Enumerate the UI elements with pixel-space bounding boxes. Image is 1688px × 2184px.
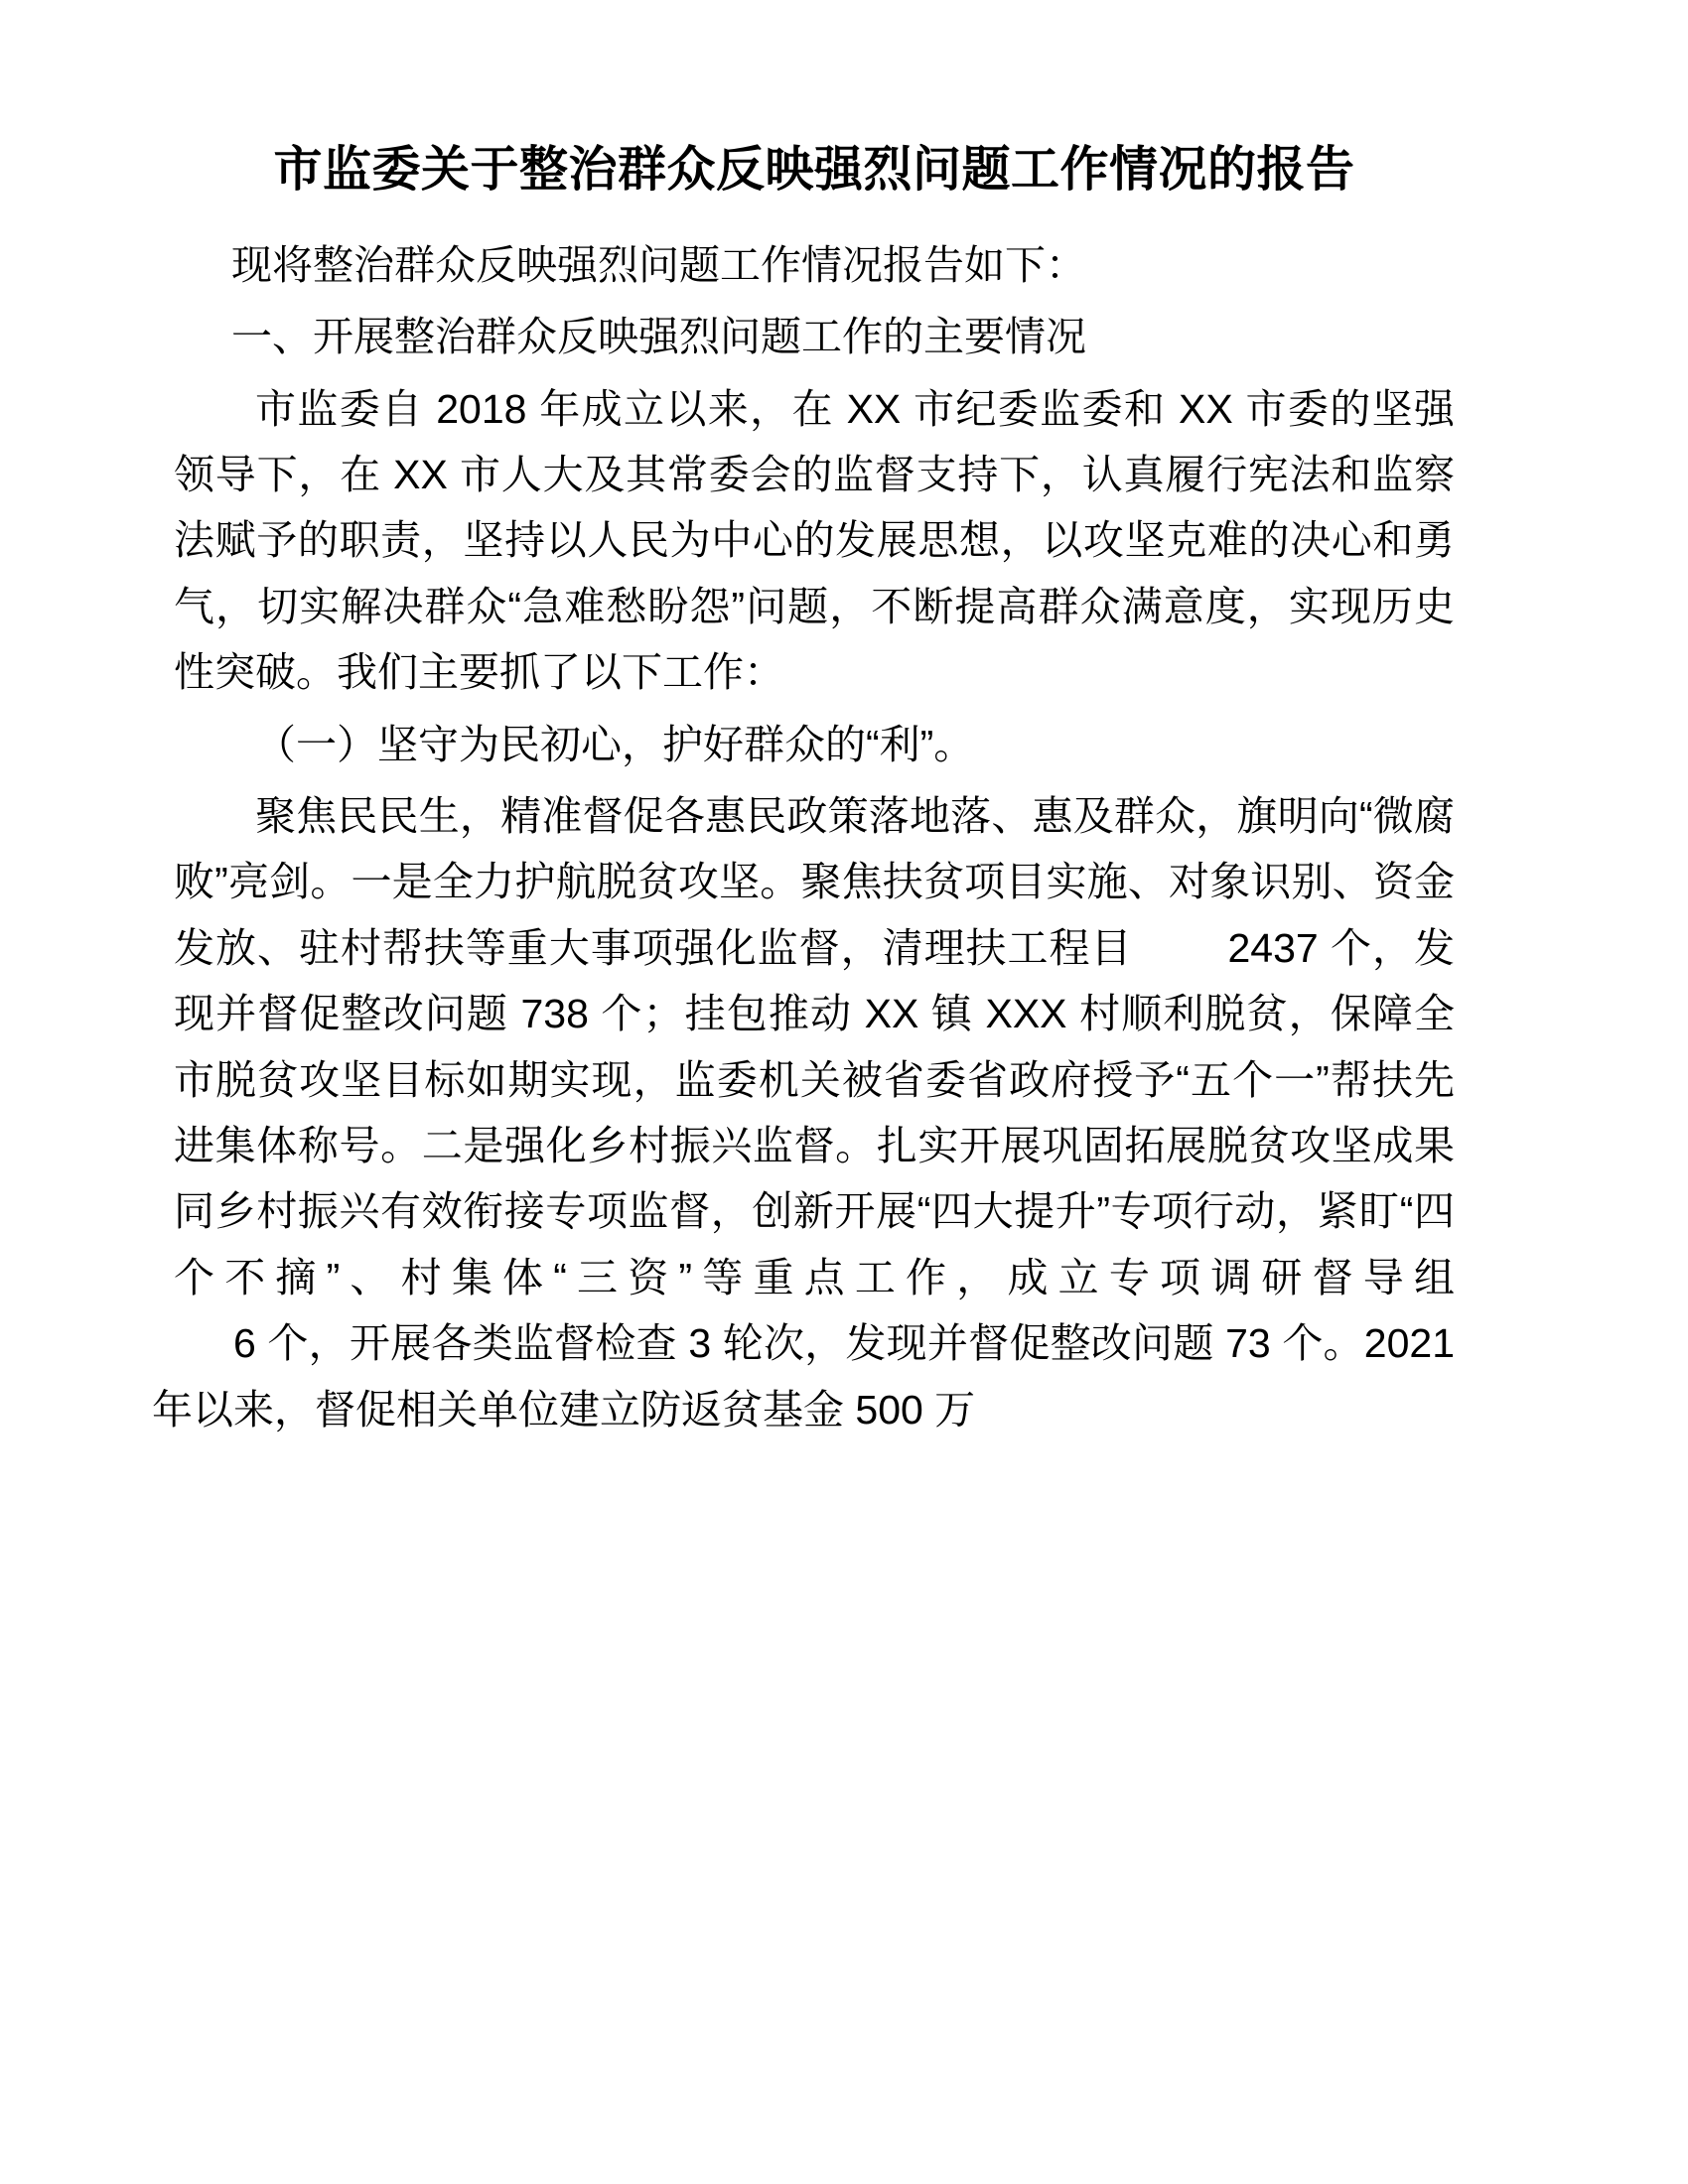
body-text-segment-three: 6 个，开展各类监督检查 3 轮次，发现并督促整改问题 73 个。2021 年以来，督促相关单位建立防返贫基金 500 万 bbox=[152, 1320, 1455, 1433]
subsection-one-body-paragraph bbox=[152, 783, 1455, 1442]
section-one-heading: 一、开展整治群众反映强烈问题工作的主要情况 bbox=[231, 314, 1086, 360]
document-content bbox=[152, 139, 1455, 1448]
body-text-segment-one: 聚焦民民生，精准督促各惠民政策落地落、惠及群众，旗明向“微腐败”亮剑。一是全力护航脱贫攻坚。聚焦扶贫项目实施、对象识别、资金发放、驻村帮扶等重大事项强化监督，清理扶工程目 bbox=[174, 792, 1455, 971]
body-text-segment-two: 2437 个，发现并督促整改问题 738 个；挂包推动 XX 镇 XXX 村顺利脱贫，保障全市脱贫攻坚目标如期实现，监委机关被省委省政府授予“五个一”帮扶先进集体称号。二是强化乡村振兴监督。扎实开展巩固拓展脱贫攻坚成果同乡村振兴有效衔接专项监督，创新开展“四大提升”专项行动，紧盯“四个不摘”、村集体“三资”等重点工作，成立专项调研督导组 bbox=[174, 924, 1455, 1300]
lead-paragraph: 现将整治群众反映强烈问题工作情况报告如下： bbox=[231, 241, 1086, 288]
page-title: 市监委关于整治群众反映强烈问题工作情况的报告 bbox=[273, 143, 1355, 197]
subsection-one-heading: （一）坚守为民初心，护好群众的“利”。 bbox=[255, 721, 975, 767]
section-one-body-paragraph: 市监委自 2018 年成立以来，在 XX 市纪委监委和 XX 市委的坚强领导下，在 XX 市人大及其常委会的监督支持下，认真履行宪法和监察法赋予的职责，坚持以人民为中心的发展思想，以攻坚克难的决心和勇气，切实解决群众“急难愁盼怨”问题，不断提高群众满意度，实现历史性突破。我们主要抓了以下工作： bbox=[174, 385, 1455, 696]
